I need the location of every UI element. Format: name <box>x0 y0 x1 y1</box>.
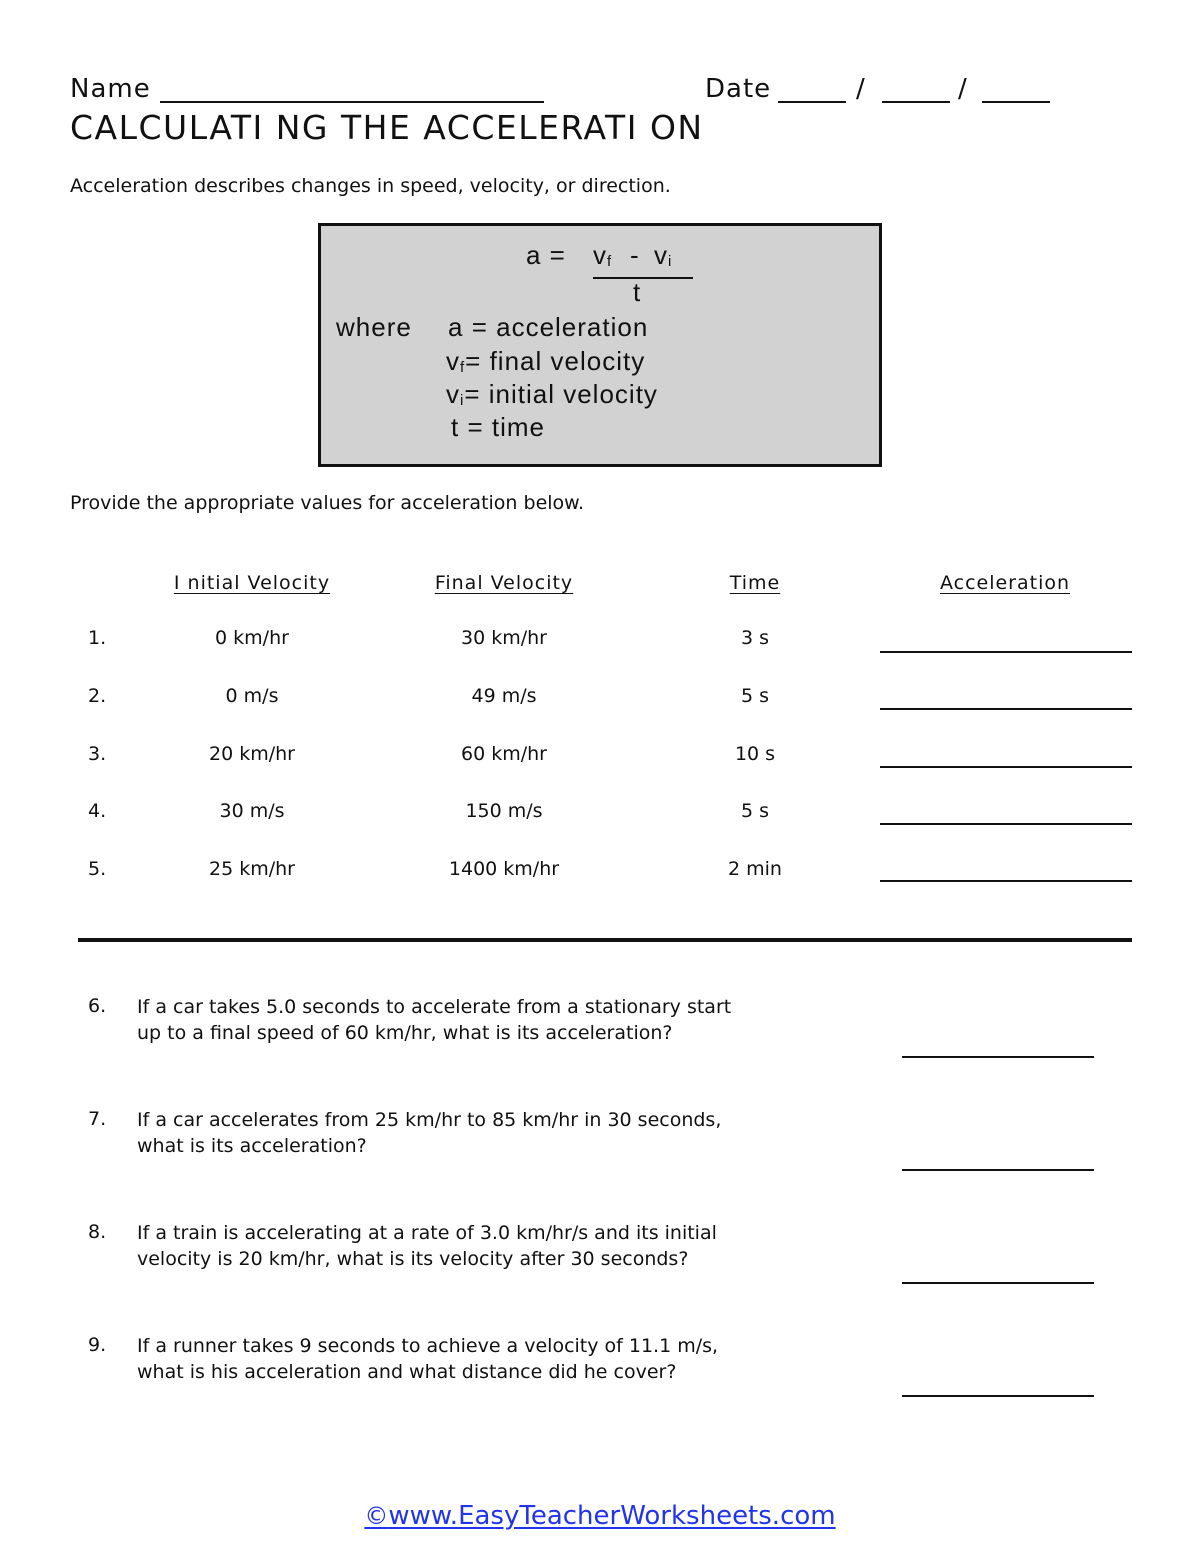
acceleration-answer-field[interactable] <box>880 766 1132 768</box>
column-header-initial-velocity: I nitial Velocity <box>173 572 331 594</box>
time-cell: 5 s <box>740 685 770 707</box>
formula-box <box>318 223 882 467</box>
time-cell: 3 s <box>740 627 770 649</box>
question-number: 6. <box>88 995 107 1017</box>
acceleration-answer-field[interactable] <box>880 880 1132 882</box>
final-velocity-cell: 30 km/hr <box>461 627 547 649</box>
question-answer-field[interactable] <box>902 1056 1094 1058</box>
definition-initial-velocity: $v_i=$ initial velocity <box>446 379 658 409</box>
instruction-text: Provide the appropriate values for acceleration below. <box>70 492 585 514</box>
page-title: CALCULATI NG THE ACCELERATI ON <box>70 108 704 147</box>
fraction-bar <box>593 277 693 279</box>
initial-velocity-cell: 20 km/hr <box>209 743 295 765</box>
formula-minus: - <box>630 240 640 270</box>
final-velocity-cell: 150 m/s <box>465 800 543 822</box>
definition-final-velocity: $v_f=$ final velocity <box>446 346 646 376</box>
question-number: 9. <box>88 1334 107 1356</box>
name-field[interactable] <box>160 101 544 103</box>
final-velocity-cell: 49 m/s <box>471 685 537 707</box>
formula-denominator: t <box>633 277 642 307</box>
section-divider <box>78 938 1132 942</box>
question-text: If a car accelerates from 25 km/hr to 85 km/hr in 30 seconds, what is its acceleration? <box>137 1109 722 1157</box>
column-header-final-velocity: Final Velocity <box>434 572 574 594</box>
date-separator: / <box>856 74 865 104</box>
question-number: 7. <box>88 1108 107 1130</box>
acceleration-answer-field[interactable] <box>880 708 1132 710</box>
question-text: If a train is accelerating at a rate of 3.0 km/hr/s and its initial velocity is 20 km/hr, what is its velocity after 30 seconds? <box>137 1222 717 1270</box>
initial-velocity-cell: 0 km/hr <box>215 627 289 649</box>
date-separator: / <box>958 74 967 104</box>
acceleration-answer-field[interactable] <box>880 651 1132 653</box>
where-label: where <box>336 312 412 342</box>
question-text: If a car takes 5.0 seconds to accelerate from a stationary start up to a final speed of 60 km/hr, what is its acceleration? <box>137 996 732 1044</box>
initial-velocity-cell: 25 km/hr <box>209 858 295 880</box>
question-text: If a runner takes 9 seconds to achieve a velocity of 11.1 m/s, what is his acceleration and what distance did he cover? <box>137 1335 719 1383</box>
copyright-symbol: © <box>364 1502 389 1530</box>
formula-vf: $v_f$ <box>593 240 613 270</box>
formula-vi: $v_i$ <box>654 240 673 270</box>
time-cell: 2 min <box>728 858 782 880</box>
row-number: 3. <box>88 743 107 765</box>
time-cell: 10 s <box>734 743 776 765</box>
question-answer-field[interactable] <box>902 1169 1094 1171</box>
formula-lhs: a = <box>526 240 566 270</box>
footer-url: www.EasyTeacherWorksheets.com <box>388 1501 836 1531</box>
initial-velocity-cell: 30 m/s <box>219 800 285 822</box>
final-velocity-cell: 60 km/hr <box>461 743 547 765</box>
date-year-field[interactable] <box>982 101 1050 103</box>
date-label: Date <box>705 74 772 104</box>
final-velocity-cell: 1400 km/hr <box>448 858 560 880</box>
time-cell: 5 s <box>740 800 770 822</box>
intro-text: Acceleration describes changes in speed, velocity, or direction. <box>70 175 671 197</box>
definition-acceleration: a = acceleration <box>448 312 649 342</box>
column-header-time: Time <box>729 572 781 594</box>
column-header-acceleration: Acceleration <box>939 572 1071 594</box>
question-answer-field[interactable] <box>902 1395 1094 1397</box>
row-number: 2. <box>88 685 107 707</box>
acceleration-answer-field[interactable] <box>880 823 1132 825</box>
question-number: 8. <box>88 1221 107 1243</box>
date-day-field[interactable] <box>882 101 950 103</box>
date-month-field[interactable] <box>778 101 846 103</box>
initial-velocity-cell: 0 m/s <box>225 685 279 707</box>
row-number: 4. <box>88 800 107 822</box>
row-number: 1. <box>88 627 107 649</box>
footer-link[interactable] <box>0 1501 1200 1531</box>
definition-time: t = time <box>451 412 545 442</box>
question-answer-field[interactable] <box>902 1282 1094 1284</box>
row-number: 5. <box>88 858 107 880</box>
name-label: Name <box>70 74 151 104</box>
